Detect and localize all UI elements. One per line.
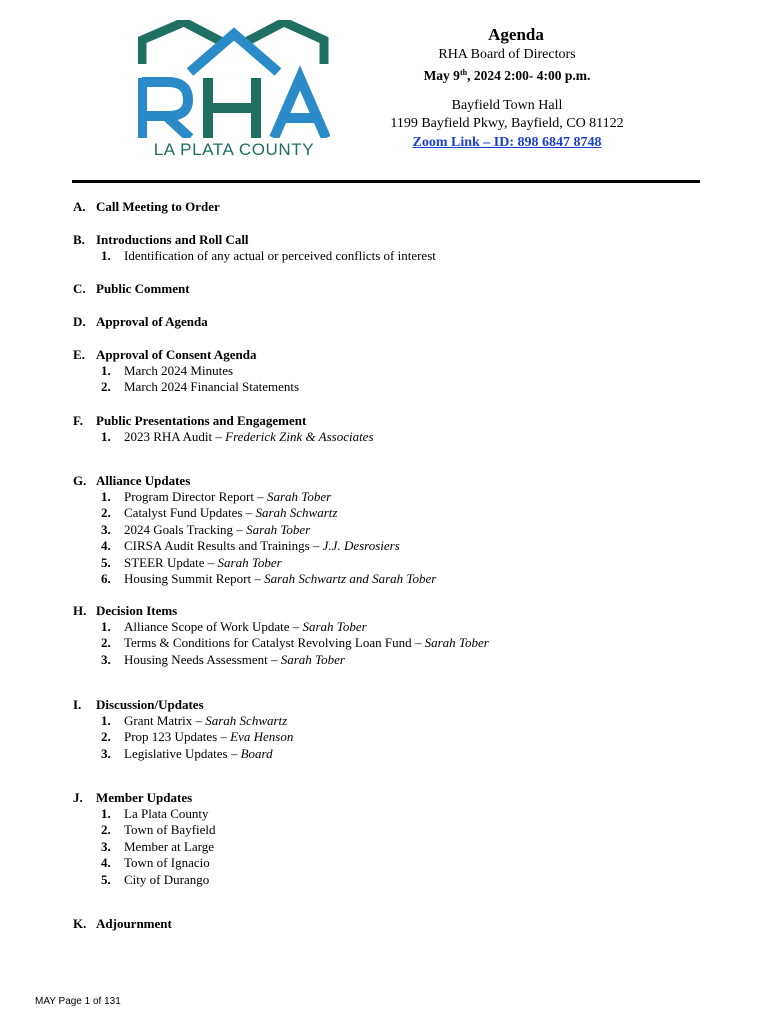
section-c: C. Public Comment bbox=[73, 281, 190, 296]
agenda-header bbox=[347, 24, 667, 153]
list-item: 3. Member at Large bbox=[101, 838, 214, 854]
rha-logo-graphic bbox=[138, 20, 330, 138]
section-i: I. Discussion/Updates 1. Grant Matrix – Sarah Schwartz 2. Prop 123 Updates – Eva Henson 3. Legislative Updates – Board bbox=[73, 697, 713, 762]
section-h: H. Decision Items 1. Alliance Scope of Work Update – Sarah Tober 2. Terms & Conditions for Catalyst Revolving Loan Fund – Sarah Tober 3. Housing Needs Assessment – Sarah Tober bbox=[73, 603, 713, 668]
list-item: 1. Alliance Scope of Work Update – Sarah Tober bbox=[101, 619, 367, 634]
list-item: 2. Terms & Conditions for Catalyst Revolving Loan Fund – Sarah Tober bbox=[101, 635, 489, 651]
list-item: 1. Program Director Report – Sarah Tober bbox=[101, 489, 332, 504]
section-title: Decision Items bbox=[96, 603, 178, 618]
section-d: D. Approval of Agenda bbox=[73, 314, 208, 329]
section-title: Introductions and Roll Call bbox=[96, 232, 249, 247]
rha-logo bbox=[138, 20, 330, 160]
organization-name: RHA Board of Directors bbox=[438, 47, 576, 62]
list-item: 1. 2023 RHA Audit – Frederick Zink & Associates bbox=[101, 429, 374, 444]
list-item: 3. 2024 Goals Tracking – Sarah Tober bbox=[101, 521, 311, 537]
section-title: Public Presentations and Engagement bbox=[96, 413, 307, 428]
section-title: Alliance Updates bbox=[96, 473, 191, 488]
section-f: F. Public Presentations and Engagement 1. 2023 RHA Audit – Frederick Zink & Associates bbox=[73, 413, 713, 445]
list-item: 1. Identification of any actual or perceived conflicts of interest bbox=[101, 248, 436, 263]
section-g: G. Alliance Updates 1. Program Director Report – Sarah Tober 2. Catalyst Fund Updates – Sarah Schwartz 3. 2024 Goals Tracking – Sarah Tober 4. CIRSA Audit Results and Trainings – J.J. Desrosiers 5. STEER Update – Sarah Tober 6. Housing Summit Report – Sarah Schwartz and Sarah Tober bbox=[73, 473, 713, 587]
list-item: 1. La Plata County bbox=[101, 806, 209, 821]
section-j: J. Member Updates 1. La Plata County 2. Town of Bayfield 3. Member at Large 4. Town of Ignacio 5. City of Durango bbox=[73, 790, 713, 888]
section-e: E. Approval of Consent Agenda 1. March 2024 Minutes 2. March 2024 Financial Statements bbox=[73, 347, 713, 396]
list-item: 4. CIRSA Audit Results and Trainings – J.J. Desrosiers bbox=[101, 538, 400, 554]
section-title: Approval of Consent Agenda bbox=[96, 347, 257, 362]
list-item: 1. March 2024 Minutes bbox=[101, 363, 234, 378]
section-title: Member Updates bbox=[96, 790, 193, 805]
meeting-address: 1199 Bayfield Pkwy, Bayfield, CO 81122 bbox=[390, 116, 624, 131]
section-title: Adjournment bbox=[96, 916, 172, 931]
meeting-date: May 9th, 2024 2:00- 4:00 p.m. bbox=[423, 68, 591, 83]
list-item: 5. STEER Update – Sarah Tober bbox=[101, 554, 282, 570]
section-a: A. Call Meeting to Order bbox=[73, 199, 220, 214]
zoom-link[interactable]: Zoom Link – ID: 898 6847 8748 bbox=[412, 135, 602, 150]
page-title: Agenda bbox=[488, 25, 544, 44]
list-item: 2. Prop 123 Updates – Eva Henson bbox=[101, 729, 294, 745]
section-k: K. Adjournment bbox=[73, 916, 172, 931]
section-title: Public Comment bbox=[96, 281, 190, 296]
list-item: 3. Housing Needs Assessment – Sarah Tober bbox=[101, 651, 345, 667]
list-item: 6. Housing Summit Report – Sarah Schwartz and Sarah Tober bbox=[101, 571, 437, 587]
list-item: 2. Catalyst Fund Updates – Sarah Schwartz bbox=[101, 505, 338, 521]
section-b: B. Introductions and Roll Call 1. Identification of any actual or perceived conflicts of interest bbox=[73, 232, 713, 264]
list-item: 1. Grant Matrix – Sarah Schwartz bbox=[101, 713, 288, 728]
header-divider bbox=[72, 180, 700, 183]
list-item: 2. Town of Bayfield bbox=[101, 822, 216, 838]
list-item: 3. Legislative Updates – Board bbox=[101, 745, 273, 761]
logo-subtitle: LA PLATA COUNTY bbox=[153, 140, 315, 159]
list-item: 4. Town of Ignacio bbox=[101, 855, 210, 871]
list-item: 2. March 2024 Financial Statements bbox=[101, 379, 300, 395]
meeting-venue: Bayfield Town Hall bbox=[451, 98, 563, 113]
section-title: Discussion/Updates bbox=[96, 697, 204, 712]
list-item: 5. City of Durango bbox=[101, 871, 210, 887]
section-title: Call Meeting to Order bbox=[96, 199, 220, 214]
page-footer: MAY Page 1 of 131 bbox=[35, 996, 121, 1007]
section-title: Approval of Agenda bbox=[96, 314, 208, 329]
